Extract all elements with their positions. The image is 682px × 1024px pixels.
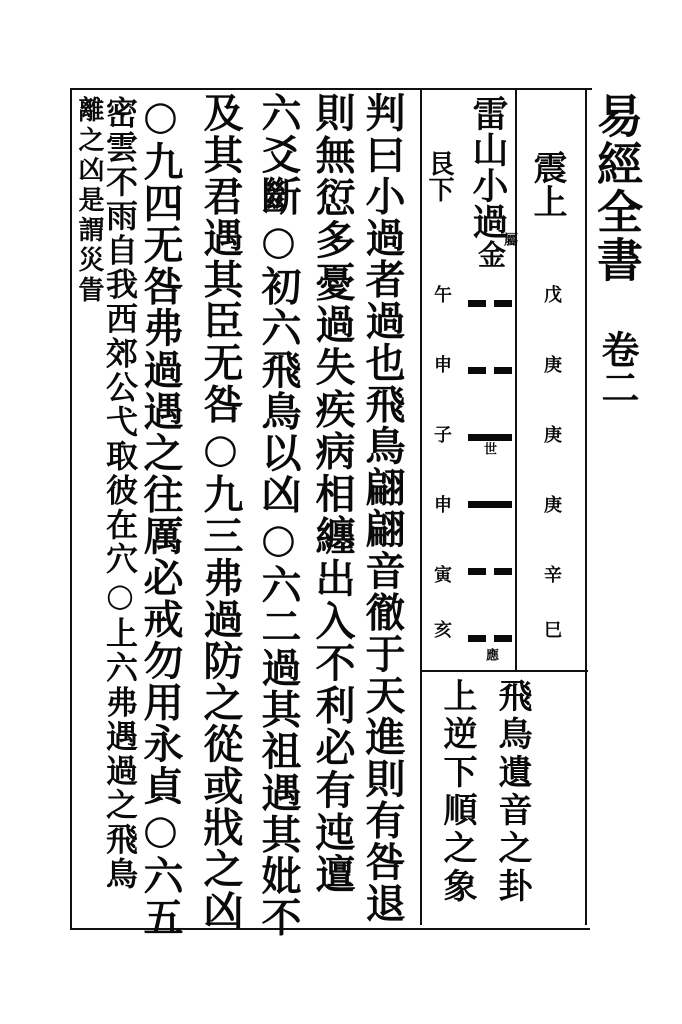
branch-lower-4: 申 xyxy=(431,495,452,513)
note-feiniao: 飛鳥遺音之卦 xyxy=(492,678,532,906)
diagram-right-rule xyxy=(515,90,517,670)
hexagram-line-4 xyxy=(468,434,512,441)
header-rule xyxy=(585,90,587,925)
branch-upper-6: 巳 xyxy=(541,620,562,638)
note-shangni: 上逆下順之象 xyxy=(437,678,477,906)
branch-upper-5: 辛 xyxy=(541,565,562,583)
broken-segment xyxy=(494,300,512,307)
branch-upper-2: 庚 xyxy=(541,355,562,373)
commentary-col-1: 判曰小過者過也飛鳥翩翩音徹于天進則有咎退 xyxy=(359,92,406,924)
broken-segment xyxy=(468,568,486,575)
commentary-col-6: 密雲不雨自我西郊公弋取彼在穴○上六弗遇過之飛鳥 xyxy=(101,96,139,891)
commentary-col-7: 離之凶是謂災眚 xyxy=(74,96,104,306)
hexagram-line-2 xyxy=(468,568,512,575)
broken-segment xyxy=(468,367,486,374)
palace-label: 屬 xyxy=(502,232,518,246)
hexagram-line-5 xyxy=(468,367,512,374)
left-border xyxy=(70,88,72,930)
broken-segment xyxy=(494,635,512,642)
shi-marker: 世 xyxy=(481,442,496,455)
branch-upper-4: 庚 xyxy=(541,495,562,513)
ying-marker: 應 xyxy=(483,648,498,661)
broken-segment xyxy=(494,568,512,575)
hexagram-line-3 xyxy=(468,501,512,508)
branch-lower-5: 寅 xyxy=(431,565,452,583)
element-label: 金 xyxy=(474,240,507,268)
branch-lower-1: 午 xyxy=(431,285,452,303)
branch-lower-3: 子 xyxy=(431,425,452,443)
hexagram-title: 雷山小過 xyxy=(467,95,509,239)
hexagram-line-6 xyxy=(468,300,512,307)
commentary-col-5: ○九四无咎弗過遇之往厲必戒勿用永貞○六五 xyxy=(137,92,184,938)
branch-upper-1: 戊 xyxy=(541,285,562,303)
commentary-col-3: 六爻斷○初六飛鳥以凶○六二過其祖遇其妣不 xyxy=(255,92,302,938)
lower-trigram-label: 艮下 xyxy=(424,150,454,202)
broken-segment xyxy=(468,635,486,642)
book-title: 易經全書 xyxy=(590,92,644,284)
upper-trigram-label: 震上 xyxy=(527,150,567,218)
commentary-col-2: 則無愆多憂過失疾病相纏出入不利必有迍邅 xyxy=(309,92,356,896)
branch-upper-3: 庚 xyxy=(541,425,562,443)
solid-segment xyxy=(468,501,512,508)
broken-segment xyxy=(468,300,486,307)
commentary-col-4: 及其君遇其臣无咎○九三弗過防之從或戕之凶 xyxy=(197,92,244,931)
diagram-left-rule xyxy=(420,90,422,925)
branch-lower-6: 亥 xyxy=(431,620,452,638)
top-rule xyxy=(72,88,592,90)
volume-label: 卷二 xyxy=(595,330,640,406)
branch-lower-2: 申 xyxy=(431,355,452,373)
solid-segment xyxy=(468,434,512,441)
mid-rule xyxy=(420,670,588,672)
hexagram-line-1 xyxy=(468,635,512,642)
broken-segment xyxy=(494,367,512,374)
